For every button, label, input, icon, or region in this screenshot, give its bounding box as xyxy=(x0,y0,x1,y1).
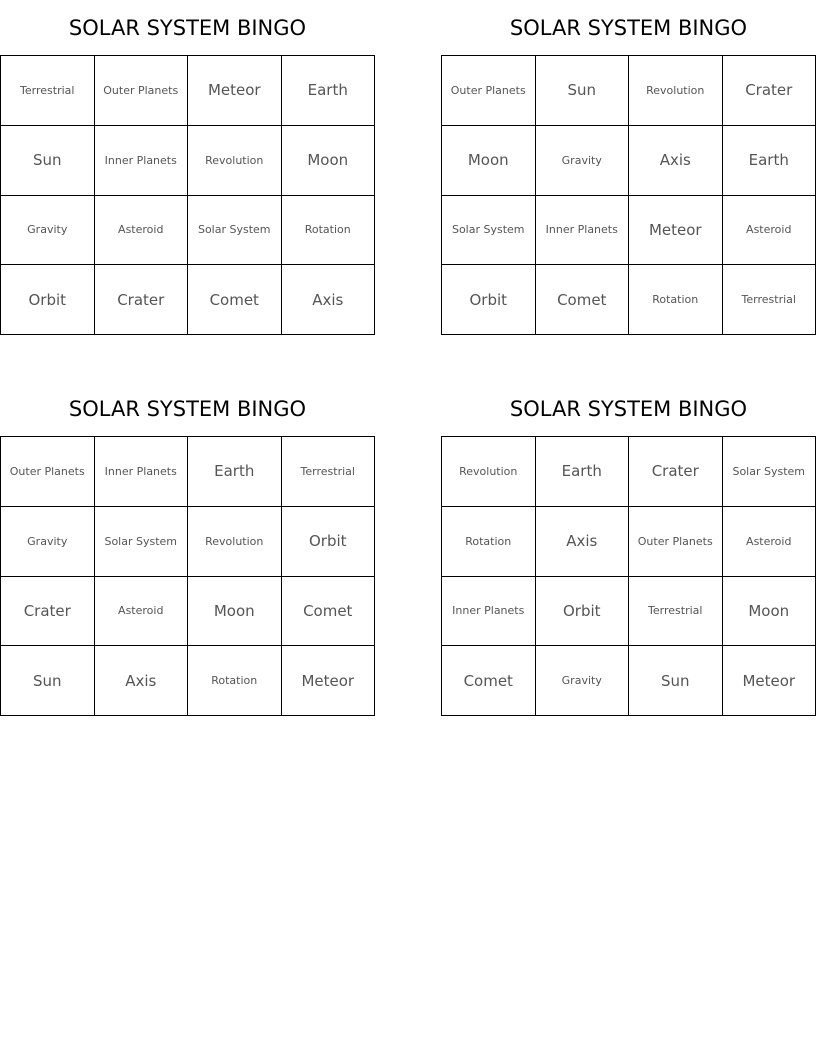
card-title: SOLAR SYSTEM BINGO xyxy=(509,16,748,40)
bingo-cell: Axis xyxy=(536,507,630,577)
bingo-grid xyxy=(0,55,375,335)
bingo-cell: Rotation xyxy=(282,196,376,266)
bingo-cell: Rotation xyxy=(629,265,723,335)
bingo-cell: Orbit xyxy=(1,265,95,335)
bingo-cell: Asteroid xyxy=(95,577,189,647)
bingo-cell: Crater xyxy=(629,437,723,507)
bingo-cell: Moon xyxy=(723,577,816,647)
bingo-cell: Earth xyxy=(723,126,816,196)
bingo-cell: Axis xyxy=(95,646,189,716)
bingo-cell: Crater xyxy=(1,577,95,647)
bingo-cell: Outer Planets xyxy=(95,56,189,126)
bingo-cell: Outer Planets xyxy=(442,56,536,126)
bingo-cell: Orbit xyxy=(536,577,630,647)
bingo-cell: Solar System xyxy=(723,437,816,507)
bingo-cell: Solar System xyxy=(95,507,189,577)
bingo-cell: Meteor xyxy=(282,646,376,716)
bingo-cell: Comet xyxy=(442,646,536,716)
bingo-cell: Sun xyxy=(629,646,723,716)
bingo-cell: Comet xyxy=(188,265,282,335)
bingo-cell: Gravity xyxy=(1,507,95,577)
bingo-cell: Sun xyxy=(536,56,630,126)
card-title: SOLAR SYSTEM BINGO xyxy=(68,16,307,40)
bingo-cell: Revolution xyxy=(188,507,282,577)
bingo-cell: Rotation xyxy=(442,507,536,577)
card-title: SOLAR SYSTEM BINGO xyxy=(509,397,748,421)
bingo-cell: Crater xyxy=(723,56,816,126)
bingo-cell: Terrestrial xyxy=(723,265,816,335)
bingo-cell: Revolution xyxy=(442,437,536,507)
bingo-cell: Gravity xyxy=(536,126,630,196)
bingo-cell: Crater xyxy=(95,265,189,335)
card-title: SOLAR SYSTEM BINGO xyxy=(68,397,307,421)
bingo-cell: Solar System xyxy=(188,196,282,266)
bingo-cell: Terrestrial xyxy=(629,577,723,647)
bingo-cell: Terrestrial xyxy=(282,437,376,507)
bingo-cell: Asteroid xyxy=(723,507,816,577)
bingo-cell: Axis xyxy=(629,126,723,196)
bingo-cell: Inner Planets xyxy=(442,577,536,647)
bingo-cell: Asteroid xyxy=(723,196,816,266)
bingo-grid xyxy=(441,436,816,716)
bingo-cell: Meteor xyxy=(188,56,282,126)
bingo-cell: Earth xyxy=(282,56,376,126)
bingo-cell: Inner Planets xyxy=(95,437,189,507)
bingo-grid xyxy=(0,436,375,716)
bingo-cell: Comet xyxy=(536,265,630,335)
bingo-cell: Earth xyxy=(188,437,282,507)
bingo-cell: Orbit xyxy=(442,265,536,335)
bingo-cell: Rotation xyxy=(188,646,282,716)
bingo-cell: Meteor xyxy=(629,196,723,266)
bingo-cell: Sun xyxy=(1,646,95,716)
bingo-cell: Moon xyxy=(442,126,536,196)
bingo-cell: Revolution xyxy=(629,56,723,126)
bingo-cell: Gravity xyxy=(1,196,95,266)
bingo-cell: Meteor xyxy=(723,646,816,716)
bingo-cell: Sun xyxy=(1,126,95,196)
bingo-cell: Outer Planets xyxy=(629,507,723,577)
bingo-cell: Outer Planets xyxy=(1,437,95,507)
bingo-cell: Asteroid xyxy=(95,196,189,266)
bingo-cell: Earth xyxy=(536,437,630,507)
bingo-cell: Comet xyxy=(282,577,376,647)
bingo-cell: Terrestrial xyxy=(1,56,95,126)
bingo-cell: Gravity xyxy=(536,646,630,716)
bingo-cell: Axis xyxy=(282,265,376,335)
bingo-cell: Inner Planets xyxy=(536,196,630,266)
bingo-grid xyxy=(441,55,816,335)
bingo-cell: Moon xyxy=(188,577,282,647)
bingo-cell: Orbit xyxy=(282,507,376,577)
bingo-cell: Revolution xyxy=(188,126,282,196)
bingo-cell: Inner Planets xyxy=(95,126,189,196)
bingo-cell: Moon xyxy=(282,126,376,196)
bingo-cell: Solar System xyxy=(442,196,536,266)
